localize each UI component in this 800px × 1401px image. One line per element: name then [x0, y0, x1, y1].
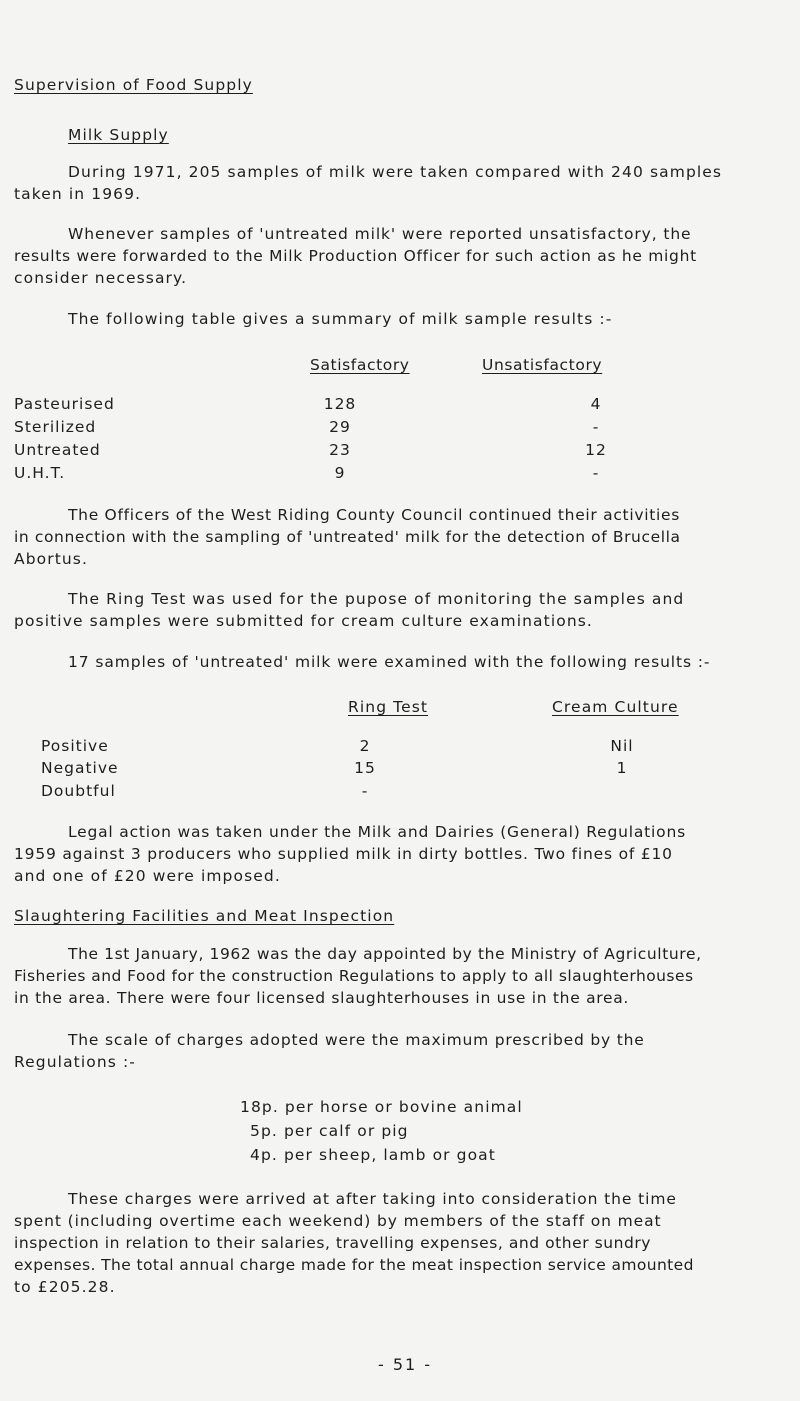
section-heading: Supervision of Food Supply: [14, 76, 253, 94]
slaughter-para1-line1: The 1st January, 1962 was the day appointed by the Ministry of Agriculture,: [68, 945, 702, 963]
table1-unsatisfactory-value: 12: [585, 441, 607, 459]
charge-item: 18p. per horse or bovine animal: [240, 1098, 523, 1116]
table1-satisfactory-value: 128: [323, 395, 357, 413]
milk-para4-line3: Abortus.: [14, 550, 89, 568]
table1-header-unsatisfactory: Unsatisfactory: [482, 356, 603, 374]
table2-header-ring-test: Ring Test: [348, 698, 429, 716]
slaughter-para3-line3: inspection in relation to their salaries, travelling expenses, and other sundry: [14, 1234, 652, 1252]
milk-para4-line2: in connection with the sampling of 'untreated' milk for the detection of Brucella: [14, 528, 681, 546]
table1-unsatisfactory-value: -: [592, 418, 600, 436]
table1-unsatisfactory-value: 4: [590, 395, 602, 413]
milk-para5-line1: The Ring Test was used for the pupose of monitoring the samples and: [68, 590, 685, 608]
slaughter-para1-line2: Fisheries and Food for the construction Regulations to apply to all slaughterhouses: [14, 967, 694, 985]
table1-row-label: U.H.T.: [14, 464, 66, 482]
page-number: - 51 -: [378, 1355, 433, 1374]
milk-para5-line2: positive samples were submitted for cream culture examinations.: [14, 612, 593, 630]
milk-para1-line2: taken in 1969.: [14, 185, 142, 203]
table2-row-label: Positive: [41, 737, 109, 755]
table1-header-satisfactory: Satisfactory: [310, 356, 410, 374]
slaughter-para3-line4: expenses. The total annual charge made for the meat inspection service amounted: [14, 1256, 694, 1274]
slaughter-para3-line2: spent (including overtime each weekend) by members of the staff on meat: [14, 1212, 662, 1230]
table2-ring-test-value: -: [361, 782, 369, 800]
milk-para3: The following table gives a summary of milk sample results :-: [68, 310, 613, 328]
charge-item: 5p. per calf or pig: [250, 1122, 409, 1140]
milk-para7-line1: Legal action was taken under the Milk and Dairies (General) Regulations: [68, 823, 686, 841]
table1-satisfactory-value: 23: [329, 441, 351, 459]
table2-header-cream-culture: Cream Culture: [552, 698, 679, 716]
slaughter-subheading: Slaughtering Facilities and Meat Inspection: [14, 907, 395, 925]
table2-row-label: Doubtful: [41, 782, 116, 800]
milk-para4-line1: The Officers of the West Riding County Council continued their activities: [68, 506, 681, 524]
slaughter-para3-line1: These charges were arrived at after taking into consideration the time: [68, 1190, 677, 1208]
slaughter-para1-line3: in the area. There were four licensed slaughterhouses in use in the area.: [14, 989, 630, 1007]
charge-item: 4p. per sheep, lamb or goat: [250, 1146, 496, 1164]
slaughter-para2-line2: Regulations :-: [14, 1053, 136, 1071]
table2-row-label: Negative: [41, 759, 119, 777]
table1-row-label: Untreated: [14, 441, 101, 459]
table1-row-label: Pasteurised: [14, 395, 115, 413]
table2-cream-culture-value: 1: [616, 759, 628, 777]
milk-para2-line2: results were forwarded to the Milk Production Officer for such action as he might: [14, 247, 697, 265]
milk-para6: 17 samples of 'untreated' milk were examined with the following results :-: [68, 653, 711, 671]
milk-supply-subheading: Milk Supply: [68, 126, 169, 144]
table1-satisfactory-value: 29: [329, 418, 351, 436]
milk-para2-line1: Whenever samples of 'untreated milk' were reported unsatisfactory, the: [68, 225, 692, 243]
table2-cream-culture-value: Nil: [610, 737, 634, 755]
table1-satisfactory-value: 9: [334, 464, 346, 482]
table2-ring-test-value: 2: [359, 737, 371, 755]
table1-row-label: Sterilized: [14, 418, 97, 436]
milk-para7-line3: and one of £20 were imposed.: [14, 867, 281, 885]
milk-para2-line3: consider necessary.: [14, 269, 188, 287]
milk-para7-line2: 1959 against 3 producers who supplied milk in dirty bottles. Two fines of £10: [14, 845, 673, 863]
table2-ring-test-value: 15: [354, 759, 376, 777]
slaughter-para2-line1: The scale of charges adopted were the maximum prescribed by the: [68, 1031, 645, 1049]
table1-unsatisfactory-value: -: [592, 464, 600, 482]
slaughter-para3-line5: to £205.28.: [14, 1278, 116, 1296]
milk-para1-line1: During 1971, 205 samples of milk were taken compared with 240 samples: [68, 163, 723, 181]
